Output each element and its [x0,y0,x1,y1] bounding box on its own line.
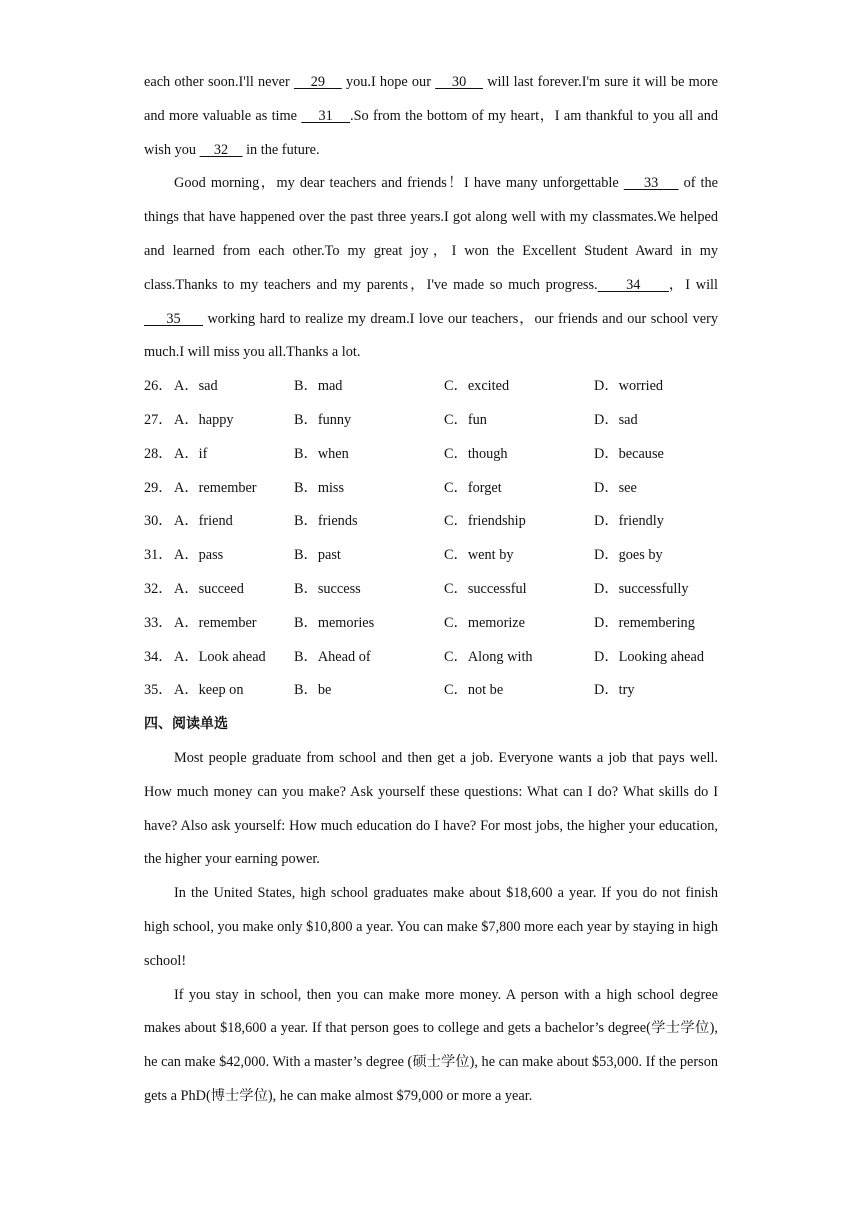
option-c: C．Along with [444,648,533,665]
option-b: B．funny [294,411,352,428]
option-d: D．Looking ahead [594,648,704,665]
question-29 [144,472,718,506]
option-a: A．succeed [174,580,244,597]
blank-32: 32 [199,141,243,158]
text: in the future. [242,141,320,158]
text: of the things that have happened over the past three years.I got along well with my classmates.We helped and learned from each other.To my great joy，I won the Excellent Student Award in my class.Thanks to my teachers and my parents，I've made so much progress. [144,175,719,293]
option-a: A．Look ahead [174,648,266,665]
document-page [144,66,718,1114]
option-d: D．see [594,479,637,496]
option-c: C．not be [444,682,504,699]
option-c: C．forget [444,479,502,496]
option-d: D．try [594,682,635,699]
question-list [144,370,718,708]
option-c: C．successful [444,580,527,597]
option-c: C．memorize [444,614,525,631]
question-26 [144,370,718,404]
option-a: A．pass [174,547,224,564]
blank-33: 33 [623,175,679,192]
option-b: B．memories [294,614,375,631]
option-c: C．fun [444,411,487,428]
question-number: 35． [144,682,173,699]
question-number: 34． [144,648,173,665]
option-b: B．Ahead of [294,648,371,665]
option-a: A．keep on [174,682,244,699]
option-d: D．because [594,445,664,462]
option-a: A．if [174,445,208,462]
text: ，I will [668,276,719,293]
question-number: 32． [144,580,173,597]
option-a: A．happy [174,411,234,428]
text: will last forever.I'm sure it will be more and more valuable as time [144,74,719,124]
question-32 [144,573,718,607]
option-b: B．mad [294,378,343,395]
option-b: B．be [294,682,332,699]
option-b: B．when [294,445,349,462]
question-33 [144,607,718,641]
text: .So from the bottom of my heart，I am thankful to you all and wish you [144,107,718,158]
option-d: D．goes by [594,547,663,564]
option-d: D．friendly [594,513,664,530]
option-b: B．miss [294,479,345,496]
reading-paragraph-2: In the United States, high school graduates make about $18,600 a year. If you do not finish high school, you make only $10,800 a year. You can make $7,800 more each year by staying in high school! [144,885,718,969]
text: you.I hope our [341,74,436,90]
option-a: A．sad [174,378,218,395]
cloze-paragraph-1 [144,66,718,167]
blank-30: 30 [435,74,483,90]
question-number: 33． [144,614,173,631]
question-31 [144,539,718,573]
reading-paragraph-3: If you stay in school, then you can make more money. A person with a high school degree makes about $18,600 a year. If that person goes to college and gets a bachelor’s degree(学士学位), he can make $42,000. With a master’s degree (硕士学位), he can make about $53,000. If the person gets a PhD(博士学位), he can make almost $79,000 or more a year. [144,986,718,1104]
question-number: 28． [144,445,173,462]
blank-29: 29 [293,74,342,90]
option-a: A．remember [174,614,257,631]
option-c: C．though [444,445,508,462]
option-b: B．friends [294,513,358,530]
option-b: B．past [294,547,341,564]
question-number: 31． [144,547,173,564]
question-number: 30． [144,513,173,530]
option-d: D．successfully [594,580,689,597]
cloze-paragraph-2 [144,167,718,370]
option-b: B．success [294,580,361,597]
blank-31: 31 [301,107,351,124]
option-d: D．remembering [594,614,695,631]
text: working hard to realize my dream.I love our teachers，our friends and our school very much.I will miss you all.Thanks a lot. [144,310,718,361]
question-28 [144,438,718,472]
question-number: 26． [144,378,173,395]
reading-paragraph-1: Most people graduate from school and then get a job. Everyone wants a job that pays well. How much money can you make? Ask yourself these questions: What can I do? What skills do I have? Also ask yourself: How much education do I have? For most jobs, the higher your education, the higher your earning power. [144,749,718,868]
section-title: 四、阅读单选 [144,716,228,733]
question-number: 27． [144,411,173,428]
text: Good morning，my dear teachers and friends！I have many unforgettable [174,175,624,192]
question-34 [144,641,718,675]
blank-35: 35 [144,310,204,327]
question-35 [144,674,718,708]
option-c: C．friendship [444,513,526,530]
option-c: C．excited [444,378,510,395]
blank-34: 34 [597,276,669,293]
option-d: D．sad [594,411,638,428]
question-30 [144,505,718,539]
option-d: D．worried [594,378,664,395]
option-a: A．friend [174,513,233,530]
text: each other soon.I'll never [144,74,294,90]
question-27 [144,404,718,438]
option-c: C．went by [444,547,514,564]
question-number: 29． [144,479,173,496]
option-a: A．remember [174,479,257,496]
